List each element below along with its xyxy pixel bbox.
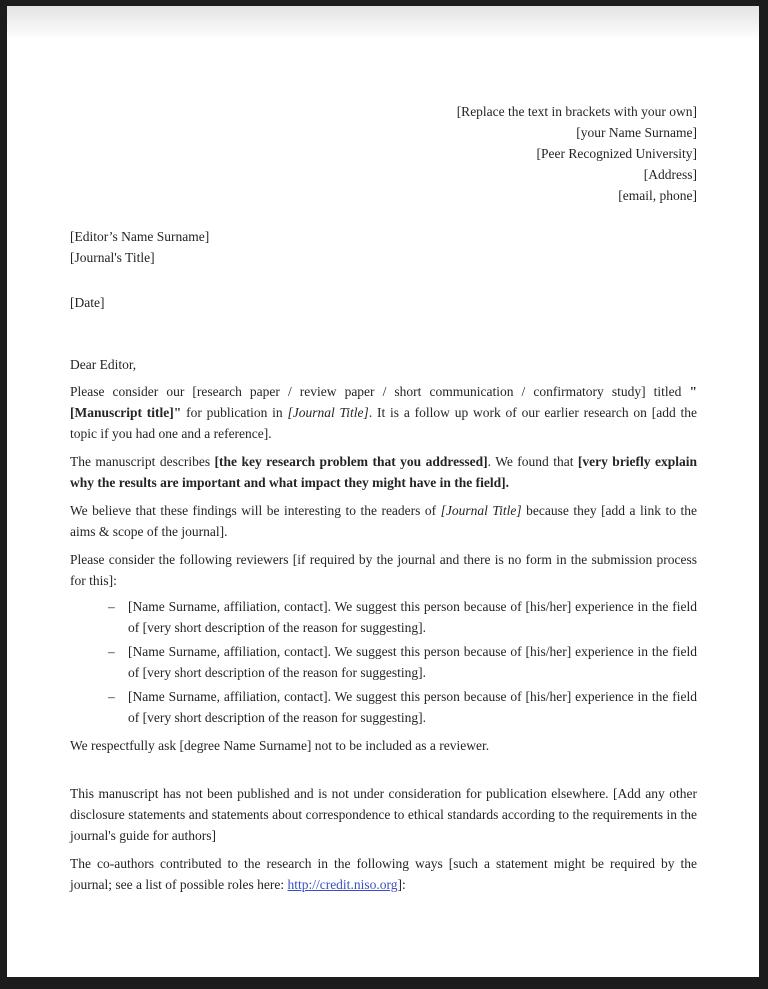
sender-line-university: [Peer Recognized University] bbox=[536, 146, 697, 161]
paragraph-readers bbox=[70, 500, 697, 542]
reviewer-item bbox=[70, 641, 697, 683]
credit-niso-link[interactable]: http://credit.niso.org bbox=[287, 877, 398, 892]
text-segment: The co-authors contributed to the research in the following ways [such a statement might be required by the journal; see a list of possible roles here: bbox=[70, 856, 697, 892]
recipient-line-journal: [Journal's Title] bbox=[70, 250, 155, 265]
paragraph-opening bbox=[70, 381, 697, 444]
paragraph-disclosure: This manuscript has not been published and is not under consideration for publication elsewhere. [Add any other disclosure statements and statements about correspondence to ethical standards according to the requirements in the journal's guide for authors] bbox=[70, 786, 697, 843]
letter-page bbox=[7, 6, 759, 977]
sender-line-instruction: [Replace the text in brackets with your own] bbox=[456, 104, 697, 119]
sender-line-address: [Address] bbox=[643, 167, 697, 182]
text-segment: Please consider our [research paper / review paper / short communication / confirmatory study] titled bbox=[70, 384, 690, 399]
sender-block bbox=[70, 101, 697, 206]
sender-line-name: [your Name Surname] bbox=[576, 125, 697, 140]
reviewer-item-text: [Name Surname, affiliation, contact]. We suggest this person because of [his/her] experience in the field of [very short description of the reason for suggesting]. bbox=[128, 689, 697, 725]
bold-segment-manuscript-title: "[Manuscript title]" bbox=[70, 384, 697, 420]
letter-content bbox=[7, 6, 759, 977]
bold-segment-impact: [very briefly explain why the results are important and what impact they might have in the field]. bbox=[70, 454, 697, 490]
text-segment: . We found that bbox=[487, 454, 578, 469]
text-segment: ]: bbox=[397, 877, 406, 892]
date-line: [Date] bbox=[70, 295, 105, 310]
recipient-line-editor: [Editor’s Name Surname] bbox=[70, 229, 210, 244]
salutation: Dear Editor, bbox=[70, 357, 137, 372]
paragraph-contributions bbox=[70, 853, 697, 895]
reviewer-item-text: [Name Surname, affiliation, contact]. We suggest this person because of [his/her] experience in the field of [very short description of the reason for suggesting]. bbox=[128, 644, 697, 680]
text-segment: . It is a follow up work of our earlier research on [add the topic if you had one and a reference]. bbox=[70, 405, 698, 441]
bold-segment-research-problem: [the key research problem that you addressed] bbox=[214, 454, 488, 469]
text-segment: The manuscript describes bbox=[70, 454, 215, 469]
bullet-dash: – bbox=[108, 599, 115, 614]
paragraph-reviewers-intro: Please consider the following reviewers [if required by the journal and there is no form in the submission process for this]: bbox=[70, 552, 697, 588]
recipient-block bbox=[70, 226, 697, 268]
reviewer-item bbox=[70, 596, 697, 638]
reviewer-item bbox=[70, 686, 697, 728]
paragraph-findings bbox=[70, 451, 697, 493]
text-segment: for publication in bbox=[181, 405, 288, 420]
paragraph-exclude-reviewer: We respectfully ask [degree Name Surname] not to be included as a reviewer. bbox=[70, 738, 490, 753]
bullet-dash: – bbox=[108, 644, 115, 659]
text-segment: We believe that these findings will be interesting to the readers of bbox=[70, 503, 441, 518]
bullet-dash: – bbox=[108, 689, 115, 704]
text-segment: because they [add a link to the aims & scope of the journal]. bbox=[70, 503, 697, 539]
reviewer-item-text: [Name Surname, affiliation, contact]. We suggest this person because of [his/her] experience in the field of [very short description of the reason for suggesting]. bbox=[128, 599, 697, 635]
italic-segment-journal-title: [Journal Title] bbox=[287, 405, 369, 420]
sender-line-contact: [email, phone] bbox=[618, 188, 697, 203]
reviewer-list bbox=[70, 596, 697, 728]
italic-segment-journal-title: [Journal Title] bbox=[440, 503, 522, 518]
